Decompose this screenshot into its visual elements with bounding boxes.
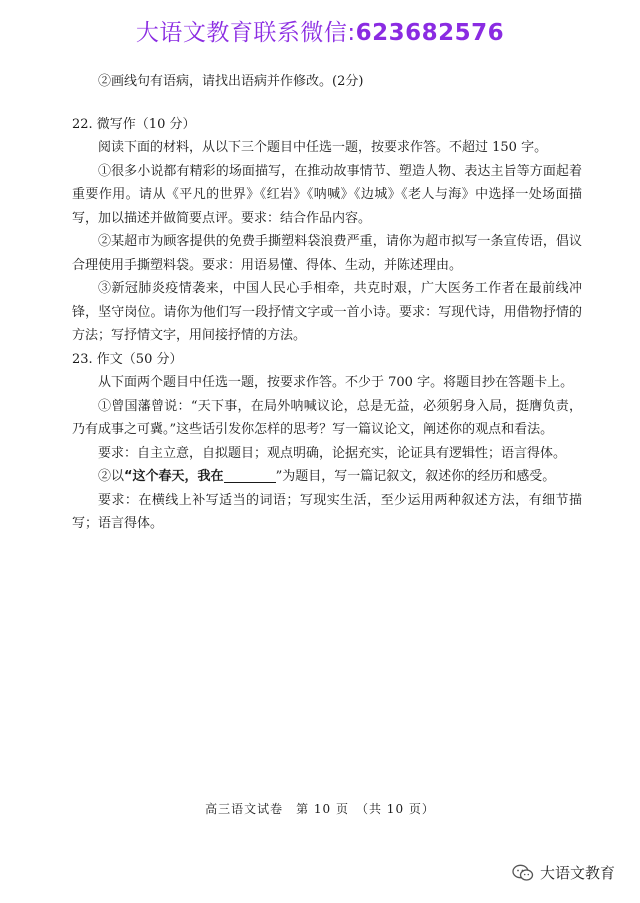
q23-option-1-requirements: 要求：自主立意，自拟题目；观点明确，论据充实，论证具有逻辑性；语言得体。: [98, 445, 567, 461]
q22-instructions: 阅读下面的材料，从以下三个题目中任选一题，按要求作答。不超过 150 字。: [98, 140, 548, 155]
q22-option-3: ③新冠肺炎疫情袭来，中国人民心手相牵，共克时艰，广大医务工作者在最前线冲锋，坚守岗位。请你为他们写一段抒情文字或一首小诗。要求：写现代诗，用借物抒情的方法；写抒情文字，用间接抒情的方法。: [72, 281, 582, 343]
line-grammar-error: ②画线句有语病，请找出语病并作修改。(2分): [98, 74, 364, 89]
q23-option-2-prefix: ②以: [98, 469, 125, 484]
question-22-title: 22. 微写作（10 分）: [72, 116, 196, 132]
q23-option-2-requirements: 要求：在横线上补写适当的词语；写现实生活，至少运用两种叙述方法，有细节描写；语言得体。: [72, 492, 582, 531]
q23-option-2: [72, 465, 582, 489]
watermark: [512, 862, 615, 883]
q23-instructions: 从下面两个题目中任选一题，按要求作答。不少于 700 字。将题目抄在答题卡上。: [98, 375, 574, 390]
header-number: 623682576: [355, 20, 505, 46]
fill-in-blank: [224, 468, 276, 483]
page-footer: 高三语文试卷 第 10 页 （共 10 页）: [205, 802, 435, 816]
q23-option-2-suffix: ”为题目，写一篇记叙文，叙述你的经历和感受。: [275, 469, 556, 484]
question-23-title: 23. 作文（50 分）: [72, 351, 183, 367]
q23-option-1: ①曾国藩曾说：“天下事，在局外呐喊议论，总是无益，必须躬身入局，挺膺负责，乃有成事之可冀。”这些话引发你怎样的思考？写一篇议论文，阐述你的观点和看法。: [72, 398, 582, 437]
exam-content: [72, 70, 582, 536]
header-text: 大语文教育联系微信:: [135, 20, 356, 46]
q22-option-2: ②某超市为顾客提供的免费手撕塑料袋浪费严重，请你为超市拟写一条宣传语，倡议合理使用手撕塑料袋。要求：用语易懂、得体、生动，并陈述理由。: [72, 234, 582, 273]
wechat-icon: [512, 864, 534, 882]
q22-option-1: ①很多小说都有精彩的场面描写，在推动故事情节、塑造人物、表达主旨等方面起着重要作用。请从《平凡的世界》《红岩》《呐喊》《边城》《老人与海》中选择一处场面描写，加以描述并做简要点评。要求：结合作品内容。: [72, 163, 582, 226]
page-header-contact: [0, 14, 640, 47]
q23-option-2-title: “这个春天，我在: [124, 469, 224, 484]
watermark-text: 大语文教育: [540, 864, 616, 882]
